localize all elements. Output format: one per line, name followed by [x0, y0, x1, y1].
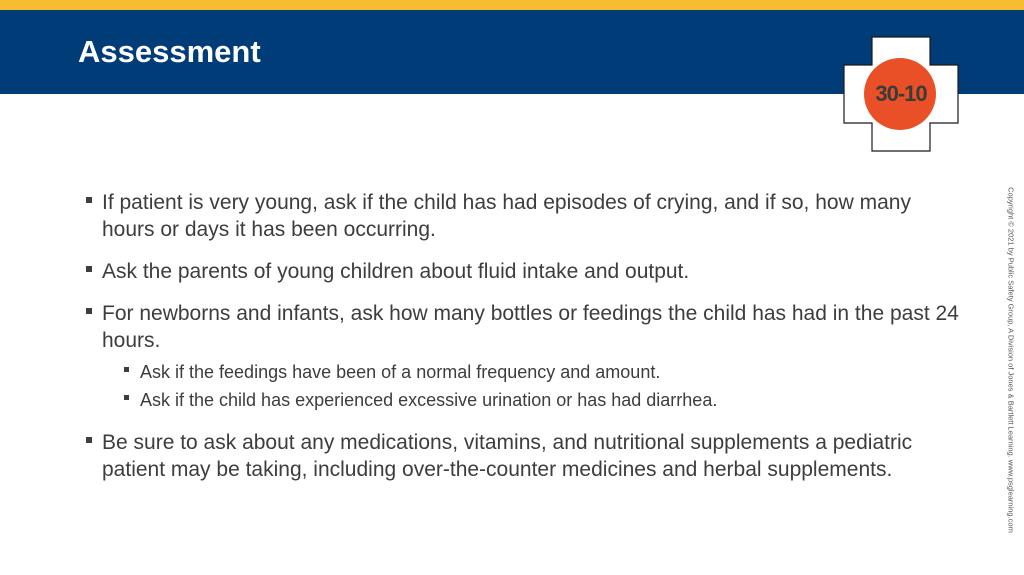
bullet-item [84, 300, 964, 414]
bullet-list [84, 189, 964, 498]
sub-bullet-item: Ask if the child has experienced excessive urination or has had diarrhea. [122, 386, 964, 414]
bullet-text: If patient is very young, ask if the child has had episodes of crying, and if so, how many hours or days it has been occurring. [102, 191, 911, 241]
slide-title: Assessment [78, 34, 261, 69]
chapter-number-badge: 30-10 [875, 81, 927, 106]
sub-bullet-item: Ask if the feedings have been of a normal frequency and amount. [122, 358, 964, 386]
top-accent-stripe [0, 0, 1024, 10]
sub-bullet-list [102, 358, 964, 414]
bullet-item [84, 429, 964, 483]
bullet-text: Be sure to ask about any medications, vitamins, and nutritional supplements a pediatric patient may be taking, including over-the-counter medicines and herbal supplements. [102, 431, 913, 481]
bullet-text: For newborns and infants, ask how many bottles or feedings the child has had in the past 24 hours. [102, 302, 959, 352]
bullet-text: Ask the parents of young children about fluid intake and output. [102, 260, 690, 283]
bullet-item [84, 258, 964, 285]
copyright-notice: Copyright © 2021 by Public Safety Group, A Division of Jones & Bartlett Learning. www.psglearning.com [1006, 187, 1016, 533]
bullet-item [84, 189, 964, 243]
